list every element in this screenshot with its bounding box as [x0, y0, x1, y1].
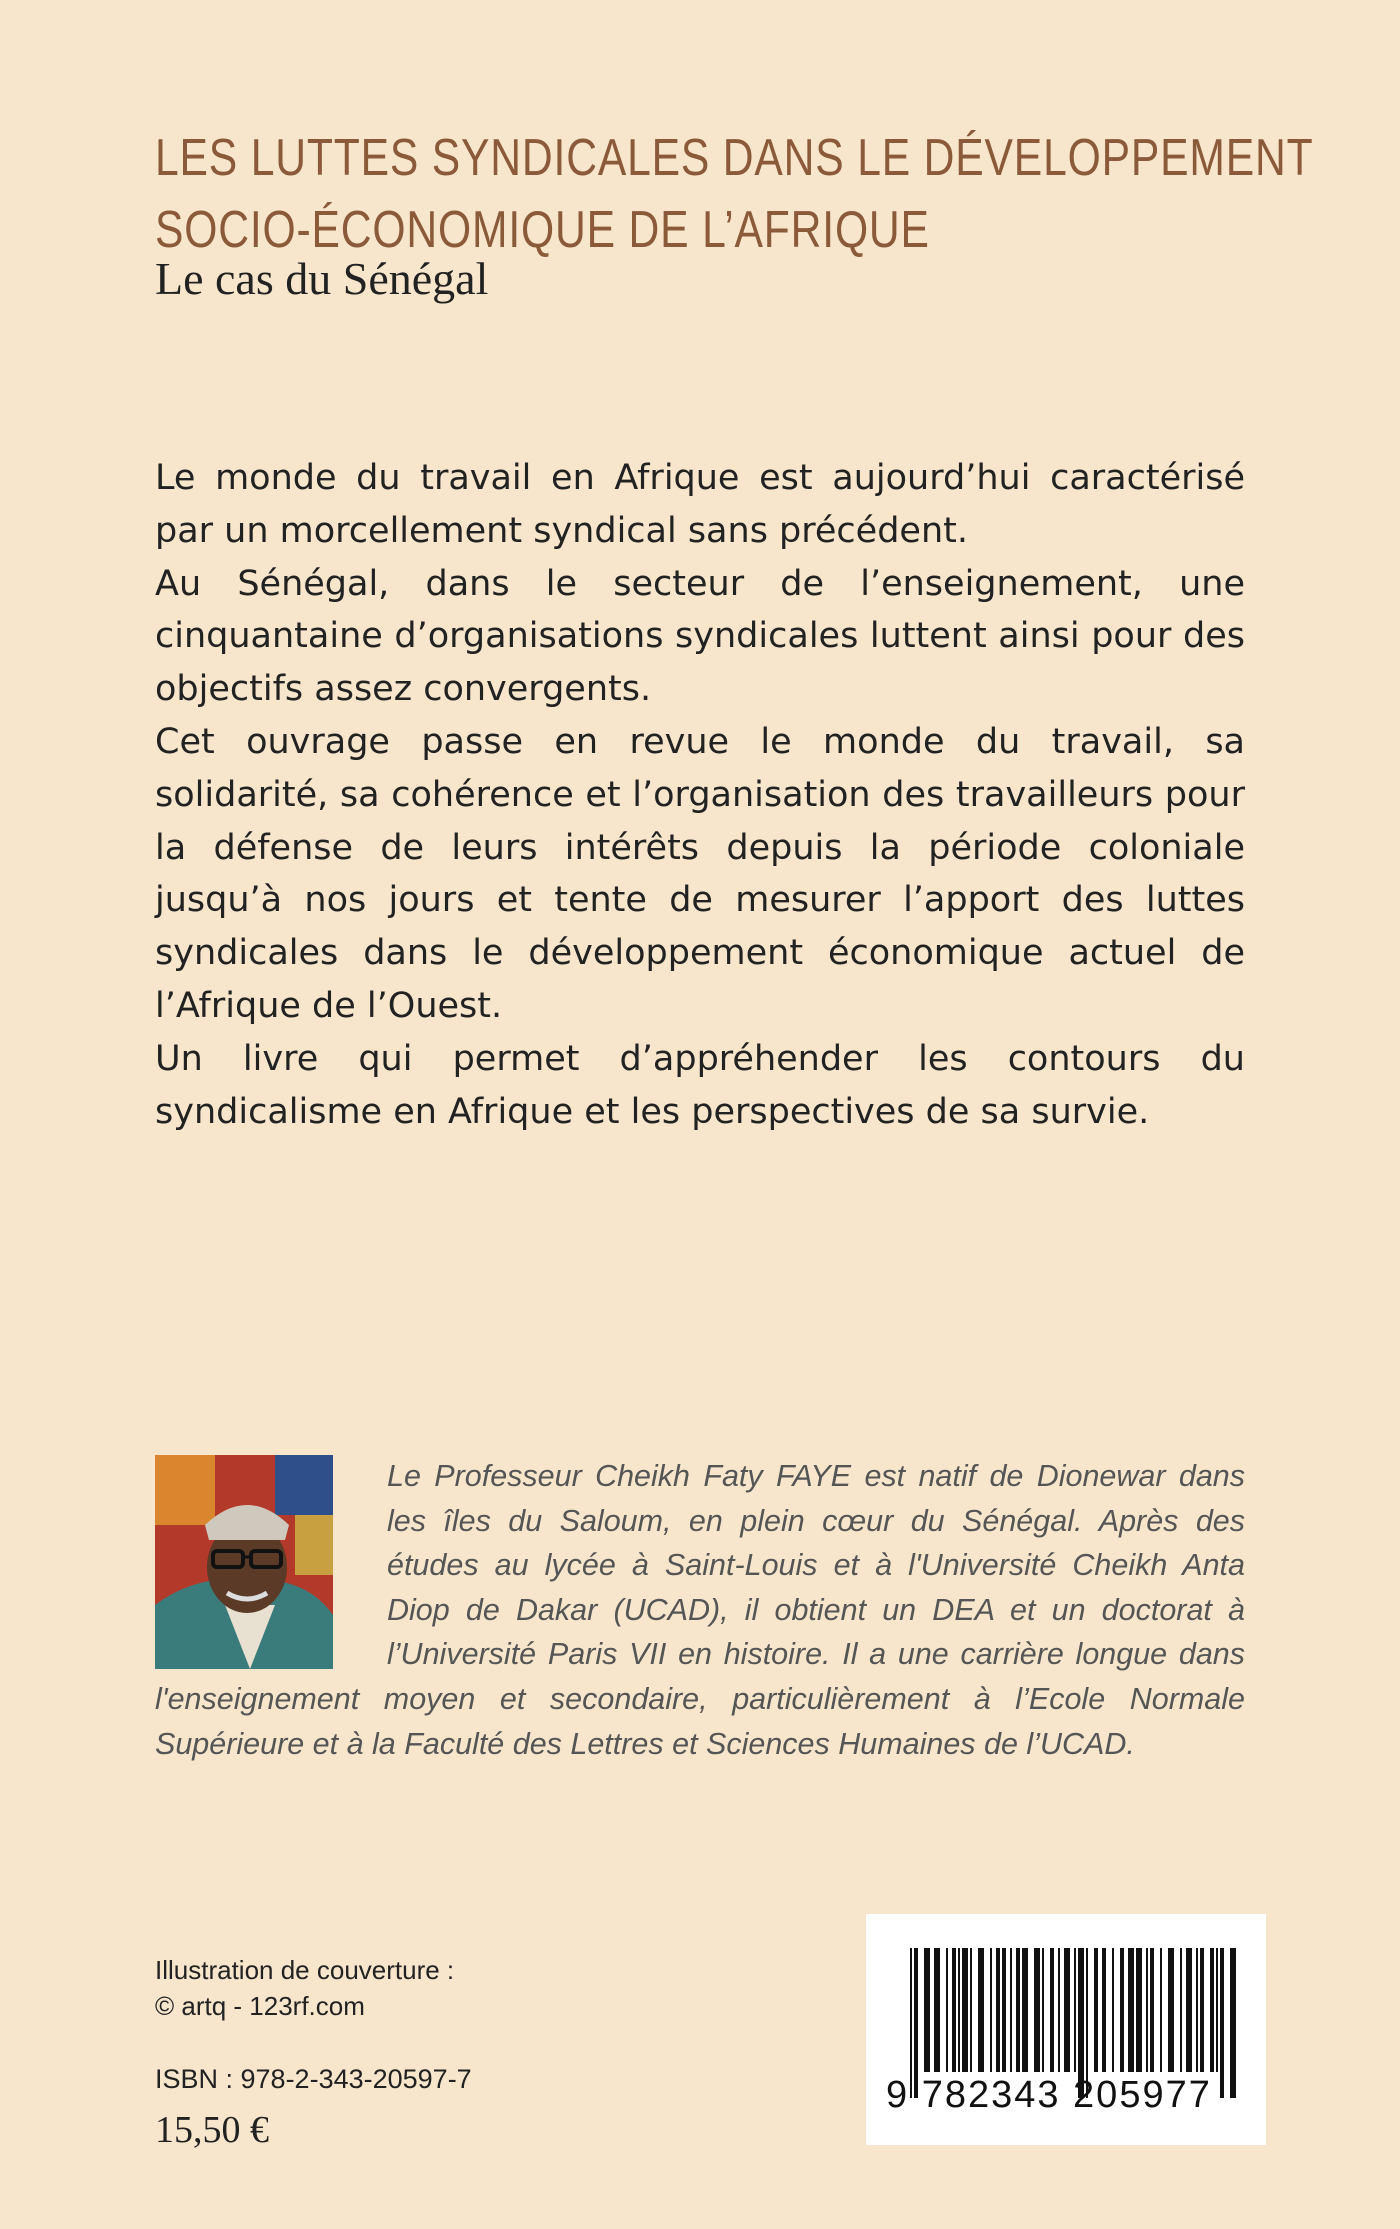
- barcode-bar: [1094, 1948, 1098, 2072]
- barcode-bar: [1064, 1948, 1070, 2072]
- barcode-bar: [952, 1948, 956, 2072]
- author-bio-text: Le Professeur Cheikh Faty FAYE est natif de Dionewar dans les îles du Saloum, en plein cœur du Sénégal. Après des études au lycée à Saint-Louis et à l'Université Cheikh Anta Diop de Dakar (UCAD), il obtient un DEA et un doctorat à l’Université Paris VII en histoire. Il a une carrière longue dans l'enseignement moyen et secondaire, particulièrement à l’Ecole Normale Supérieure et à la Faculté des Lettres et Sciences Humaines de l’UCAD.: [155, 1459, 1245, 1761]
- barcode-bar: [1120, 1948, 1124, 2072]
- barcode-bar: [958, 1948, 960, 2072]
- barcode-bar: [978, 1948, 984, 2072]
- barcode-bar: [1002, 1948, 1006, 2072]
- barcode-bar: [1196, 1948, 1198, 2072]
- barcode-bar: [1010, 1948, 1012, 2072]
- barcode-bar: [1136, 1948, 1142, 2072]
- book-title-line-1: LES LUTTES SYNDICALES DANS LE DÉVELOPPEMENT: [155, 129, 1314, 187]
- summary-paragraph: Au Sénégal, dans le secteur de l’enseignement, une cinquantaine d’organisations syndicales luttent ainsi pour des objectifs assez convergents.: [155, 563, 1245, 710]
- barcode-bar: [996, 1948, 1000, 2072]
- barcode-bar: [1034, 1948, 1040, 2072]
- author-bio: [155, 1454, 1245, 1766]
- barcode-bar: [1042, 1948, 1044, 2072]
- photo-spacer: [155, 1454, 387, 1676]
- barcode-bar: [924, 1948, 930, 2072]
- book-subtitle: Le cas du Sénégal: [155, 253, 489, 304]
- price: 15,50 €: [155, 2109, 269, 2151]
- barcode-bar: [1112, 1948, 1114, 2072]
- barcode-bar: [1058, 1948, 1060, 2072]
- isbn: ISBN : 978-2-343-20597-7: [155, 2064, 472, 2094]
- barcode-bar: [1128, 1948, 1134, 2072]
- summary-paragraph: Le monde du travail en Afrique est aujourd’hui caractérisé par un morcellement syndical sans précédent.: [155, 458, 1245, 551]
- barcode-bar: [1146, 1948, 1148, 2072]
- barcode-bar: [1016, 1948, 1020, 2072]
- barcode-bar: [1216, 1948, 1218, 2072]
- barcode-bar: [1180, 1948, 1182, 2072]
- barcode-bar: [1210, 1948, 1214, 2072]
- barcode-digits: 9 782343 205977: [886, 2074, 1212, 2116]
- credits-label: Illustration de couverture :: [155, 1955, 455, 1985]
- barcode-bar: [934, 1948, 940, 2072]
- barcode-bar: [1160, 1948, 1162, 2072]
- barcode-bar: [1022, 1948, 1028, 2072]
- barcode-bar: [1050, 1948, 1054, 2072]
- book-title-line-2: SOCIO-ÉCONOMIQUE DE L’AFRIQUE: [155, 201, 930, 259]
- barcode: [866, 1914, 1266, 2145]
- barcode-bar: [990, 1948, 992, 2072]
- barcode-bar: [1186, 1948, 1192, 2072]
- summary-paragraph: Cet ouvrage passe en revue le monde du travail, sa solidarité, sa cohérence et l’organisation des travailleurs pour la défense de leurs intérêts depuis la période coloniale jusqu’à nos jours et tente de mesurer l’apport des luttes syndicales dans le développement économique actuel de l’Afrique de l’Ouest.: [155, 721, 1245, 1026]
- cover-credits: [155, 1952, 454, 2024]
- barcode-bar: [1168, 1948, 1174, 2072]
- barcode-bar: [946, 1948, 948, 2072]
- barcode-bar: [1200, 1948, 1204, 2072]
- summary-text: [155, 452, 1245, 1138]
- credits-value: © artq - 123rf.com: [155, 1991, 365, 2021]
- book-title: [155, 122, 1314, 266]
- barcode-bar: [1074, 1948, 1076, 2072]
- barcode-bar: [970, 1948, 972, 2072]
- barcode-bar: [1102, 1948, 1106, 2072]
- barcode-bar: [1150, 1948, 1154, 2072]
- barcode-bar: [962, 1948, 968, 2072]
- summary-paragraph: Un livre qui permet d’appréhender les contours du syndicalisme en Afrique et les perspectives de sa survie.: [155, 1038, 1245, 1132]
